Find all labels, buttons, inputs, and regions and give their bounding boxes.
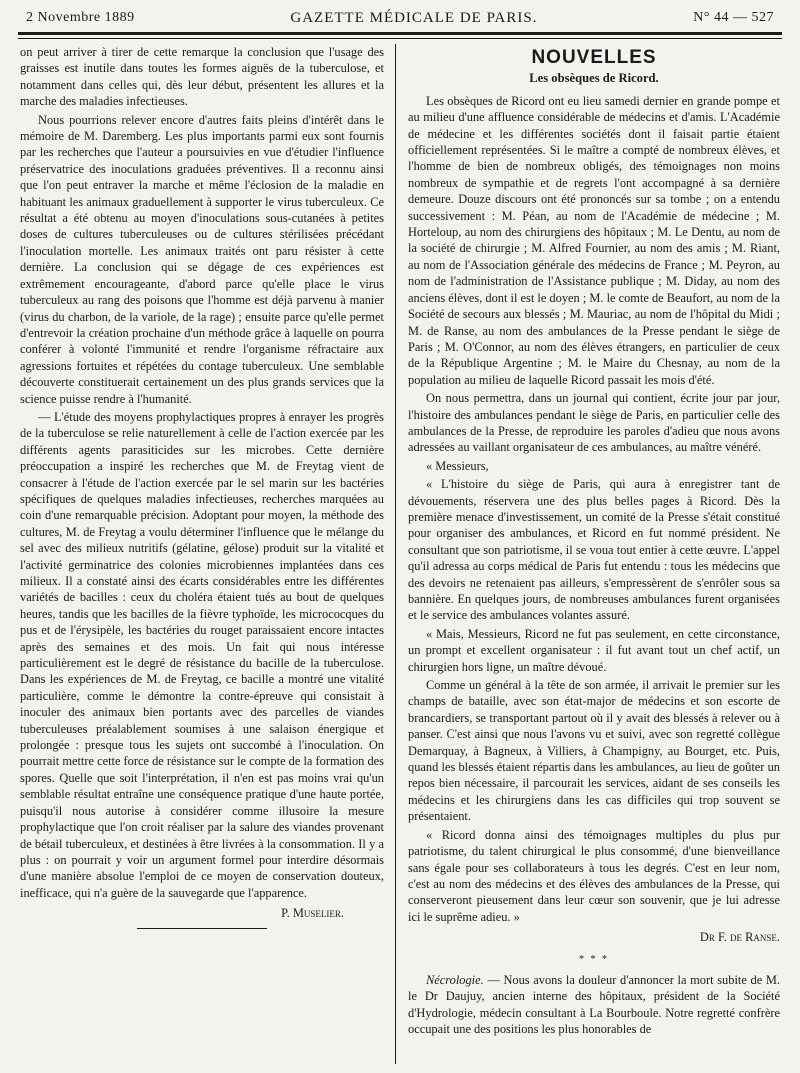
right-paragraph-2: On nous permettra, dans un journal qui contient, écrite jour par jour, l'histoire des ambulances pendant le siège de Paris, en particulier celle des ambulances de la Presse, de reproduire les paroles d'adieu que nous avons adressées au vaillant organisateur de ces ambulances, au maître vénéré.	[408, 391, 780, 455]
left-paragraph-3: — L'étude des moyens prophylactiques propres à enrayer les progrès de la tuberculose se relie naturellement à celle de l'action exercée par les différents agents parasiticides sur les microbes. Cette dernière préoccupation a inspiré les recherches que M. de Freytag vient de consacrer à l'étude de l'action exercée par le sel marin sur les bactéries spécifiques de quelques maladies infectieuses, recherches marquées au coin d'une remarquable précision. Adoptant pour moyen, la méthode des cultures, M. de Freytag a voulu déterminer l'influence que le mélange du sel avec des milieux nutritifs (gélatine, gélose) produit sur la vitalité et l'activité germinatrice des colonies microbiennes implantées dans ces milieux. Il a constaté ainsi des écarts considérables entre les différentes variétés de bacilles : ceux du choléra étaient tués au bout de quelques heures, tandis que les bacilles de la fièvre typhoïde, les micrococques du pus et de l'érysipèle, les bactéries du rouget paraissaient encore intactes après des semaines et des mois. Un fait qui nous intéresse particulièrement est le degré de résistance du bacille de la tuberculose. Dans les expériences de M. de Freytag, ce bacille a montré une vitalité particulière, comme le démontre la contre-épreuve qui consistait à inoculer des animaux bien portants avec des parcelles de viandes tuberculeuses préalablement soumises à une salaison énergique et prolongée : presque tous les sujets ont succombé à l'inoculation. On pourrait mettre cette force de résistance sur le compte de la formation des spores. Quelle que soit l'interprétation, il n'en est pas moins vrai qu'un semblable résultat entraîne une conséquence pratique d'une haute portée, puisqu'il nous autorise à considérer comme illusoire la mesure prophylactique que l'on croit réaliser par la salure des viandes provenant de bétail tuberculeux, et destinées à être livrées à la consommation. Il y a plus : on pourrait y voir un argument formel pour interdire désormais d'une manière absolue l'emploi de ce moyen de conservation douteux, inefficace, qui n'a guère de la sauvegarde que l'apparence.	[20, 409, 384, 900]
header-rule-thin	[18, 38, 782, 39]
page-header	[26, 8, 774, 28]
necrologie-label: Nécrologie.	[426, 972, 484, 987]
right-paragraph-4: « L'histoire du siège de Paris, qui aura à enregistrer tant de dévouements, réservera une des plus belles pages à Ricord. Dès la première menace d'investissement, un comité de la Presse s'était constitué pour organiser des ambulances, et Ricord en fut nommé président. Ne consultant que son patriotisme, il se voua tout entier à cette œuvre. L'appel qu'il adressa au corps médical de Paris fut entendu : tous les médecins que des devoirs ne retenaient pas ailleurs, s'empressèrent de s'enrôler sous sa bannière. En quelques jours, de nombreuses ambulances furent organisées et le service des ambulances volantes assuré.	[408, 477, 780, 623]
left-paragraph-1: on peut arriver à tirer de cette remarque la conclusion que l'usage des graisses est inutile dans toutes les formes aiguës de la tuberculose, et notamment dans celles qui, dès leur début, présentent les allures et la marche des maladies infectieuses.	[20, 45, 384, 109]
right-paragraph-7: « Ricord donna ainsi des témoignages multiples du plus pur patriotisme, du talent chirurgical le plus consommé, d'une bienveillance sans égale pour ses collaborateurs à tous les degrés. C'est en leur nom, c'est au nom des médecins et des élèves des ambulances de la Presse, qui conserveront pieusement dans leur cœur son souvenir, que je lui adresse ici le suprême adieu. »	[408, 827, 780, 924]
column-divider	[395, 44, 396, 1064]
left-paragraph-2: Nous pourrions relever encore d'autres faits pleins d'intérêt dans le mémoire de M. Daremberg. Les plus importants parmi eux sont fournis par les recherches que l'auteur a poursuivies en vue d'étudier l'influence préservatrice des inoculations graduées préventives. Il a reconnu ainsi que l'on peut entraver la marche et même l'éclosion de la maladie en habituant les animaux graduellement à supporter le virus tuberculeux. Ce résultat a été obtenu au moyen d'inoculations sous-cutanées à petites doses de cultures tuberculeuses ou de cultures stérilisées précédant l'inoculation mortelle. Les animaux traités ont paru résister à cette dernière. La conclusion qui se dégage de ces expériences est extrêmement encourageante, d'abord parce qu'elle place le virus tuberculeux au rang des poisons que l'homme est déjà parvenu à manier (virus du charbon, de la variole, de la rage) ; ensuite parce qu'elle permet d'entrevoir la création prochaine d'un méthode grâce à laquelle on pourra conférer à volonté l'immunité et rendre l'organisme réfractaire aux agressions fortuites et répétées du contage tuberculeux. Une semblable découverte constituerait certainement un des plus grands services que la science puisse rendre à l'humanité.	[20, 112, 384, 406]
right-paragraph-6: Comme un général à la tête de son armée, il arrivait le premier sur les champs de bataille, avec son état-major de médecins et son escorte de brancardiers, se transportant partout où il y avait des blessés à relever ou à panser. C'est ainsi que nous l'avons vu et suivi, avec son regretté collègue Demarquay, à Bagneux, à Villiers, à Champigny, au Bourget, etc. Puis, quand les blessés étaient répartis dans les ambulances, au lieu de goûter un repos bien nécessaire, il parcourait les services, aidant de ses conseils les médecins et les chirurgiens dans les cas difficiles qui trop souvent se présentaient.	[408, 678, 780, 824]
left-end-rule	[137, 928, 267, 929]
section-stars: * * *	[579, 953, 609, 965]
right-paragraph-3: « Messieurs,	[426, 458, 489, 473]
necrologie-text: — Nous avons la douleur d'annoncer la mort subite de M. le Dr Daujuy, ancien interne des hôpitaux, président de la Société d'Hydrologie, médecin consultant à La Bourboule. Notre regretté confrère occupait une des positions les plus honorables de	[408, 972, 780, 1037]
article-subtitle: Les obsèques de Ricord.	[529, 71, 659, 86]
left-signature: P. Muselier.	[281, 906, 344, 921]
section-title: NOUVELLES	[531, 47, 657, 68]
header-date: 2 Novembre 1889	[26, 10, 135, 25]
necrologie-paragraph	[408, 972, 780, 1038]
right-paragraph-1: Les obsèques de Ricord ont eu lieu samedi dernier en grande pompe et au milieu d'une affluence considérable de médecins et d'amis. L'Académie de médecine et les différentes sociétés dont il faisait partie étaient officiellement représentées. Si le maître a compté de nombreux élèves, et l'homme de bien de nombreux obligés, des témoignages non moins nombreux de sympathie et de regrets l'ont accompagné à sa dernière demeure. Douze discours ont été prononcés sur sa tombe ; on a entendu successivement : M. Péan, au nom de l'Académie de médecine ; M. Horteloup, au nom des chirurgiens des hôpitaux ; M. Le Dentu, au nom de la société de chirurgie ; M. Alfred Fournier, au nom des amis ; M. Riant, au nom de l'Association générale des médecins de France ; M. Peyron, au nom de l'administration de l'Assistance publique ; M. Diday, au nom des anciens élèves, dont il est le doyen ; M. le comte de Beaufort, au nom de la Société de secours aux blessés ; M. Mauriac, au nom de l'hôpital du Midi ; M. de Ranse, au nom des ambulances de la Presse pendant le siège de Paris ; M. O'Connor, au nom des élèves étrangers, en particulier de ceux de la République Argentine ; M. le Maire du Chesnay, au nom de la population au milieu de laquelle Ricord passait les mois d'été.	[408, 93, 780, 387]
right-column	[408, 44, 780, 1064]
left-column	[20, 44, 384, 1064]
header-title: GAZETTE MÉDICALE DE PARIS.	[290, 9, 538, 26]
header-rule-thick	[18, 32, 782, 35]
right-paragraph-5: « Mais, Messieurs, Ricord ne fut pas seulement, en cette circonstance, un prompt et excellent organisateur : il fut avant tout un chef actif, un chirurgien hors ligne, un maître dévoué.	[408, 626, 780, 674]
header-issue: N° 44 — 527	[693, 10, 774, 25]
right-signature: Dr F. de Ranse.	[699, 930, 780, 945]
